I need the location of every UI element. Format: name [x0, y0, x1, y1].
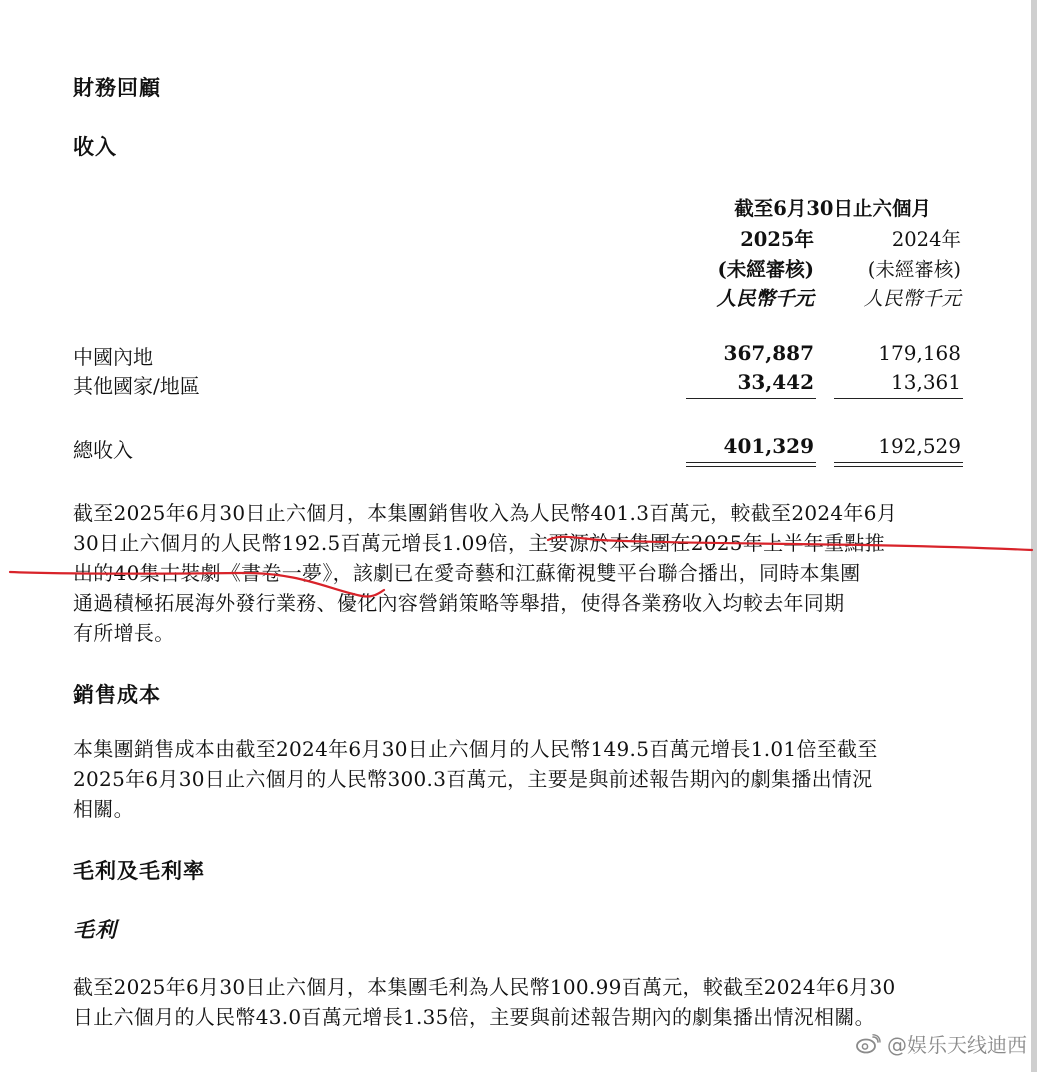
heading-gross-profit: 毛利: [73, 917, 117, 942]
heading-gross-profit-margin: 毛利及毛利率: [73, 858, 205, 883]
heading-financial-review: 財務回顧: [73, 75, 161, 100]
revenue-line-1: 截至2025年6月30日止六個月，本集團銷售收入為人民幣401.3百萬元，較截至2024年6月: [73, 501, 898, 525]
col-2024-unit: 人民幣千元: [863, 287, 961, 310]
gross-profit-paragraph: [73, 972, 963, 1032]
row-mainland-2025: 367,887: [723, 341, 814, 365]
col-2024-audit: (未經審核): [867, 258, 961, 281]
row-label-mainland: 中國內地: [73, 345, 153, 369]
subtotal-rule-2025: [686, 398, 816, 399]
row-mainland-2024: 179,168: [878, 341, 961, 365]
weibo-icon: [855, 1034, 881, 1054]
cost-line-3: 相關。: [73, 797, 134, 821]
total-rule-2025: [686, 462, 816, 467]
revenue-line-4: 通過積極拓展海外發行業務、優化內容營銷策略等舉措，使得各業務收入均較去年同期: [73, 591, 845, 615]
page-edge-shadow: [1031, 0, 1037, 1072]
revenue-line-2: 30日止六個月的人民幣192.5百萬元增長1.09倍，主要源於本集團在2025年上半年重點推: [73, 531, 885, 555]
col-2025-year: 2025年: [740, 228, 814, 251]
subtotal-rule-2024: [834, 398, 963, 399]
row-total-2024: 192,529: [878, 434, 961, 458]
gross-profit-line-2: 日止六個月的人民幣43.0百萬元增長1.35倍，主要與前述報告期內的劇集播出情況相關。: [73, 1005, 875, 1029]
cost-line-1: 本集團銷售成本由截至2024年6月30日止六個月的人民幣149.5百萬元增長1.01倍至截至: [73, 737, 878, 761]
row-label-total: 總收入: [73, 438, 133, 462]
col-2025-unit: 人民幣千元: [716, 287, 814, 310]
table-period-header: 截至6月30日止六個月: [734, 197, 931, 220]
row-label-other: 其他國家/地區: [73, 374, 200, 398]
gross-profit-line-1: 截至2025年6月30日止六個月，本集團毛利為人民幣100.99百萬元，較截至2024年6月30: [73, 975, 896, 999]
revenue-line-3: 出的40集古裝劇《書卷一夢》，該劇已在愛奇藝和江蘇衛視雙平台聯合播出，同時本集團: [73, 561, 861, 585]
col-2024-year: 2024年: [891, 228, 961, 251]
row-other-2024: 13,361: [891, 370, 961, 394]
cost-paragraph: [73, 734, 963, 824]
heading-cost-of-sales: 銷售成本: [73, 682, 161, 707]
watermark-text: @娱乐天线迪西: [887, 1033, 1027, 1057]
row-total-2025: 401,329: [723, 434, 814, 458]
col-2025-audit: (未經審核): [717, 258, 814, 281]
revenue-paragraph: [73, 498, 963, 648]
watermark: [855, 1029, 1027, 1058]
total-rule-2024: [834, 462, 963, 467]
cost-line-2: 2025年6月30日止六個月的人民幣300.3百萬元，主要是與前述報告期內的劇集播出情況: [73, 767, 873, 791]
revenue-line-5: 有所增長。: [73, 621, 175, 645]
heading-revenue: 收入: [73, 134, 117, 159]
row-other-2025: 33,442: [737, 370, 814, 394]
